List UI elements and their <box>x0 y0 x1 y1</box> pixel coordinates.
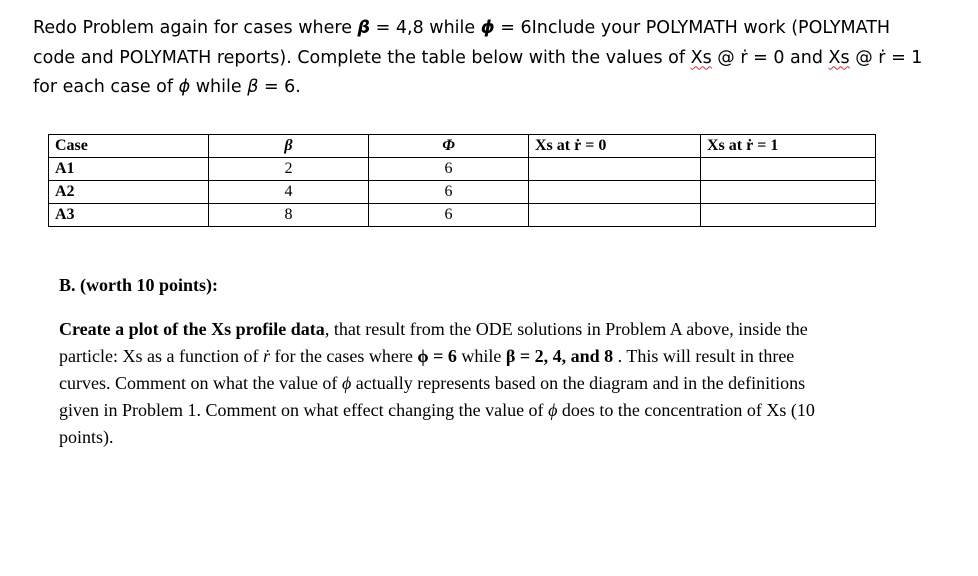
text: @ <box>849 47 879 68</box>
text: @ <box>711 47 741 68</box>
header-xs-r1: Xs at ṙ = 1 <box>701 135 876 158</box>
text: ϕ = 6 <box>417 346 457 366</box>
text: code and POLYMATH reports). Complete the table below with the values of <box>33 47 691 68</box>
rdot-symbol: ṙ <box>878 47 886 68</box>
text: = 4,8 while <box>370 18 481 38</box>
text: given in Problem 1. Comment on what effect changing the value of <box>59 400 549 420</box>
text: particle: Xs as a function of <box>59 346 263 366</box>
cases-table <box>48 134 876 227</box>
part-b <box>59 272 929 451</box>
cell-phi: 6 <box>369 181 529 204</box>
part-b-line-2 <box>59 343 929 370</box>
cell-case: A3 <box>49 204 209 227</box>
text: for the cases where <box>269 346 418 366</box>
header-beta: β <box>209 135 369 158</box>
text: β = 2, 4, and 8 <box>505 346 614 366</box>
text: does to the concentration of Xs (10 <box>557 400 815 420</box>
xs-term: Xs <box>690 47 712 68</box>
cell-xs-r0[interactable] <box>529 181 701 204</box>
text: actually represents based on the diagram and in the definitions <box>351 373 806 393</box>
part-b-line-5: points). <box>59 427 114 447</box>
intro-line-1 <box>33 14 958 44</box>
cell-xs-r1[interactable] <box>701 204 876 227</box>
rdot-symbol: ṙ <box>262 346 270 366</box>
phi-symbol: ϕ <box>480 18 495 38</box>
table-row <box>49 181 876 204</box>
cell-phi: 6 <box>369 204 529 227</box>
text: Redo Problem again for cases where <box>33 18 358 38</box>
cell-beta: 4 <box>209 181 369 204</box>
text: while <box>456 346 506 366</box>
cell-xs-r0[interactable] <box>529 158 701 181</box>
cell-beta: 2 <box>209 158 369 181</box>
intro-line-3 <box>33 73 958 103</box>
cell-beta: 8 <box>209 204 369 227</box>
cell-phi: 6 <box>369 158 529 181</box>
part-b-heading: B. (worth 10 points): <box>59 275 219 295</box>
text: = 0 and <box>747 47 829 68</box>
cell-xs-r1[interactable] <box>701 158 876 181</box>
cell-case: A1 <box>49 158 209 181</box>
text: = 6. <box>258 77 301 97</box>
xs-term: Xs <box>828 47 850 68</box>
text: while <box>190 77 248 97</box>
beta-symbol: β <box>247 77 259 97</box>
text: = 1 <box>885 47 923 68</box>
text: . This will result in three <box>613 346 795 366</box>
part-b-line-1 <box>59 316 929 343</box>
phi-symbol: ϕ <box>178 77 191 97</box>
rdot-symbol: ṙ <box>740 47 748 68</box>
phi-symbol: ϕ <box>341 373 352 393</box>
intro-line-2 <box>33 44 958 74</box>
header-phi: Φ <box>369 135 529 158</box>
text: , that result from the ODE solutions in Problem A above, inside the <box>324 319 808 339</box>
part-b-line-4 <box>59 397 929 424</box>
part-b-line-3 <box>59 370 929 397</box>
text: Create a plot of the Xs profile data <box>59 319 325 339</box>
cell-case: A2 <box>49 181 209 204</box>
beta-symbol: β <box>357 18 371 38</box>
problem-intro <box>33 14 958 103</box>
text: = 6Include your POLYMATH work (POLYMATH <box>494 18 891 38</box>
text: for each case of <box>33 77 179 97</box>
phi-symbol: ϕ <box>548 400 558 420</box>
table-row <box>49 158 876 181</box>
cell-xs-r0[interactable] <box>529 204 701 227</box>
table-header-row <box>49 135 876 158</box>
header-case: Case <box>49 135 209 158</box>
text: curves. Comment on what the value of <box>59 373 342 393</box>
header-xs-r0: Xs at ṙ = 0 <box>529 135 701 158</box>
table-row <box>49 204 876 227</box>
cell-xs-r1[interactable] <box>701 181 876 204</box>
